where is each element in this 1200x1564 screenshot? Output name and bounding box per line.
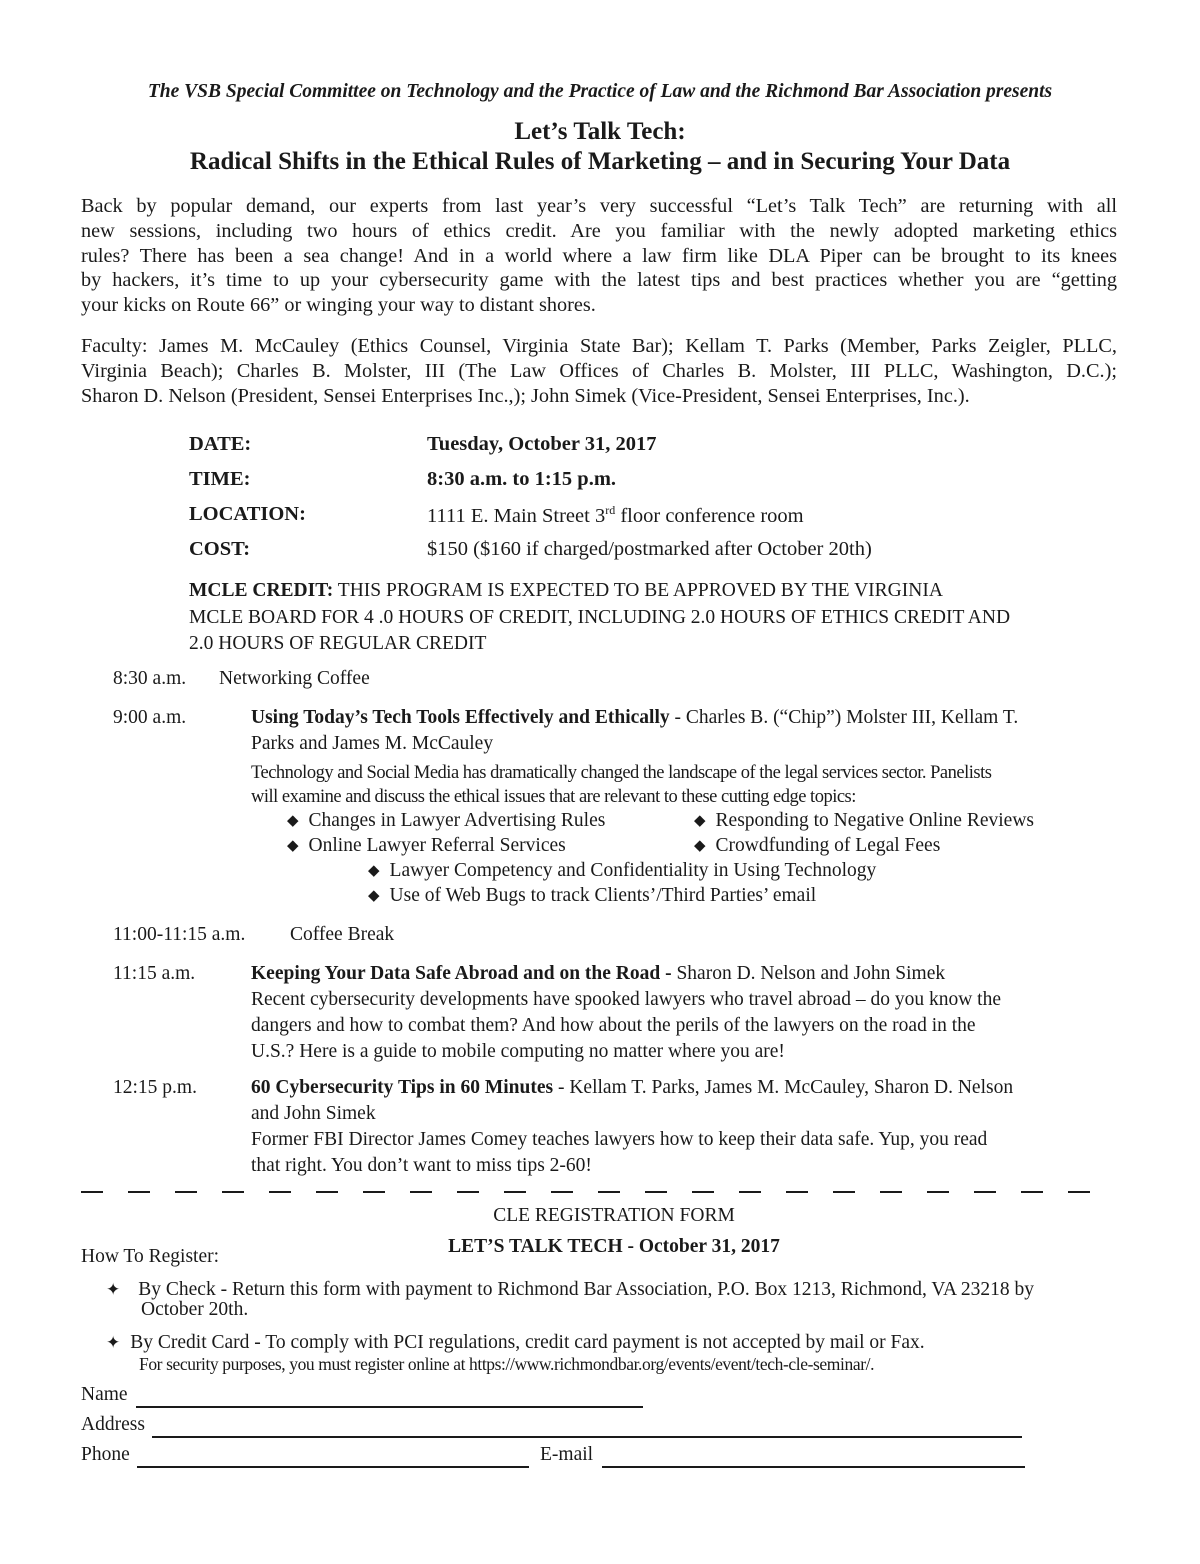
cost-value: $150 ($160 if charged/postmarked after October 20th) [427,538,872,560]
diamond-icon: ◆ [368,863,380,879]
cut-line-dash [457,1191,479,1193]
session1-heading [251,705,1018,731]
session1-speakers-cont: Parks and James M. McCauley [251,733,494,754]
diamond-icon: ◆ [287,838,299,854]
presenter-line: The VSB Special Committee on Technology and the Practice of Law and the Richmond Bar Association presents [147,81,1053,102]
registration-form-subtitle: LET’S TALK TECH - October 31, 2017 [448,1236,780,1257]
intro-line: rules? There has been a sea change! And in a world where a law firm like DLA Piper can be brought to its knees [81,244,1117,267]
intro-line: new sessions, including two hours of ethics credit. Are you familiar with the newly adopted marketing ethics [81,219,1117,242]
break-time: 11:00-11:15 a.m. [113,924,246,945]
registration-form-title: CLE REGISTRATION FORM [493,1205,735,1226]
session1 [251,705,1018,757]
cut-line-dash [880,1191,902,1193]
cut-line-dash [128,1191,150,1193]
mcle-label: MCLE CREDIT: [189,580,334,601]
diamond-icon: ◆ [368,888,380,904]
check-option-cont: October 20th. [141,1299,249,1320]
intro-line: your kicks on Route 66” or winging your way to distant shores. [81,294,596,317]
diamond-icon: ◆ [694,813,706,829]
diamond-icon: ◆ [287,813,299,829]
time-label: TIME: [189,468,251,490]
email-label: E-mail [540,1444,594,1465]
cut-line-dash [363,1191,385,1193]
name-field[interactable] [136,1406,643,1408]
cut-line-dash [927,1191,949,1193]
cut-line-dash [410,1191,432,1193]
faculty-line: Virginia Beach); Charles B. Molster, III (The Law Offices of Charles B. Molster, III PLLC, Washington, D.C.); [81,359,1117,382]
session3-heading [251,1075,1013,1101]
cut-line-dash [175,1191,197,1193]
session1-title: Using Today’s Tech Tools Effectively and Ethically [251,707,670,728]
location-label: LOCATION: [189,503,306,525]
coffee-label: Networking Coffee [219,668,370,689]
mcle-credit [189,578,1010,658]
time-value: 8:30 a.m. to 1:15 p.m. [427,468,617,490]
check-text: By Check - Return this form with payment to Richmond Bar Association, P.O. Box 1213, Richmond, VA 23218 by [138,1279,1034,1300]
session2-time: 11:15 a.m. [113,963,196,984]
session1-description [251,761,991,809]
session1-desc-line: Technology and Social Media has dramatically changed the landscape of the legal services sector. Panelists [251,763,992,783]
cut-line-dash [269,1191,291,1193]
session3-speakers: - Kellam T. Parks, James M. McCauley, Sharon D. Nelson [553,1077,1014,1098]
session3-desc-line: that right. You don’t want to miss tips 2-60! [251,1155,592,1176]
cut-line-dash [645,1191,667,1193]
intro-line: by hackers, it’s time to up your cybersecurity game with the latest tips and best practices whether you are “getting [81,269,1117,292]
break-label: Coffee Break [290,924,395,945]
session2-title: Keeping Your Data Safe Abroad and on the Road - [251,963,672,984]
session2 [251,961,1001,1065]
cut-line-dash [1068,1191,1090,1193]
cut-line-dash [1021,1191,1043,1193]
cut-line-dash [833,1191,855,1193]
cut-line-dash [551,1191,573,1193]
credit-card-option [106,1332,925,1354]
diamond-icon: ◆ [694,838,706,854]
bullet-item: ◆ Responding to Negative Online Reviews [694,810,1034,831]
session2-heading [251,961,1001,987]
session3-desc-line: Former FBI Director James Comey teaches lawyers how to keep their data safe. Yup, you read [251,1129,988,1150]
cost-label: COST: [189,538,251,560]
email-field[interactable] [602,1466,1025,1468]
intro-line: Back by popular demand, our experts from last year’s very successful “Let’s Talk Tech” are returning with all [81,195,1117,217]
session2-desc-line: U.S.? Here is a guide to mobile computing no matter where you are! [251,1041,785,1062]
name-label: Name [81,1384,128,1405]
location-value [427,503,804,528]
mcle-line [189,578,1010,605]
phone-label: Phone [81,1444,130,1465]
location-room: floor conference room [615,504,804,527]
session3 [251,1075,1013,1179]
coffee-time: 8:30 a.m. [113,668,187,689]
faculty-line: Sharon D. Nelson (President, Sensei Enterprises Inc.,); John Simek (Vice-President, Sensei Enterprises, Inc.). [81,384,970,407]
bullet-item: ◆ Use of Web Bugs to track Clients’/Third Parties’ email [368,885,817,906]
star-icon: ✦ [106,1280,121,1299]
page-title: Let’s Talk Tech: [514,118,686,145]
cut-line-dash [786,1191,808,1193]
session1-speakers: - Charles B. (“Chip”) Molster III, Kellam T. [669,707,1019,728]
session3-time: 12:15 p.m. [113,1077,197,1098]
intro-paragraph [81,194,1117,318]
cut-line-dash [81,1191,103,1193]
location-ordinal: rd [605,503,616,517]
check-option [106,1279,1034,1301]
how-to-register: How To Register: [81,1246,220,1267]
bullet-item: ◆ Crowdfunding of Legal Fees [694,835,941,856]
address-field[interactable] [152,1436,1022,1438]
cut-line-dash [222,1191,244,1193]
bullet-item: ◆ Online Lawyer Referral Services [287,835,566,856]
session2-desc-line: Recent cybersecurity developments have spooked lawyers who travel abroad – do you know the [251,989,1001,1010]
cut-line-dash [598,1191,620,1193]
mcle-line: 2.0 HOURS OF REGULAR CREDIT [189,633,487,654]
bullet-item: ◆ Lawyer Competency and Confidentiality in Using Technology [368,860,877,881]
bullet-item: ◆ Changes in Lawyer Advertising Rules [287,810,606,831]
address-label: Address [81,1414,145,1435]
location-address: 1111 E. Main Street 3 [427,504,606,527]
phone-field[interactable] [137,1466,529,1468]
page-subtitle: Radical Shifts in the Ethical Rules of Marketing – and in Securing Your Data [189,148,1011,175]
faculty-paragraph [81,334,1117,408]
mcle-text: THIS PROGRAM IS EXPECTED TO BE APPROVED BY THE VIRGINIA [333,580,943,601]
session1-time: 9:00 a.m. [113,707,187,728]
session2-desc-line: dangers and how to combat them? And how about the perils of the lawyers on the road in the [251,1015,976,1036]
date-label: DATE: [189,433,252,455]
cut-line-dash [974,1191,996,1193]
faculty-line: Faculty: James M. McCauley (Ethics Counsel, Virginia State Bar); Kellam T. Parks (Member, Parks Zeigler, PLLC, [81,335,1117,357]
credit-card-option-cont: For security purposes, you must register online at https://www.richmondbar.org/events/event/tech-cle-seminar/. [139,1354,875,1374]
cut-line-dash [504,1191,526,1193]
session1-desc-line: will examine and discuss the ethical issues that are relevant to these cutting edge topics: [251,787,856,807]
cut-line-dash [692,1191,714,1193]
date-value: Tuesday, October 31, 2017 [427,433,657,455]
credit-card-text: By Credit Card - To comply with PCI regulations, credit card payment is not accepted by mail or Fax. [130,1332,925,1353]
session3-speakers-cont: and John Simek [251,1103,376,1124]
session3-title: 60 Cybersecurity Tips in 60 Minutes [251,1077,554,1098]
cut-line-dash [739,1191,761,1193]
mcle-line: MCLE BOARD FOR 4 .0 HOURS OF CREDIT, INCLUDING 2.0 HOURS OF ETHICS CREDIT AND [189,606,1011,628]
cut-line-dash [316,1191,338,1193]
star-icon: ✦ [106,1333,121,1352]
session2-speakers: Sharon D. Nelson and John Simek [671,963,946,984]
